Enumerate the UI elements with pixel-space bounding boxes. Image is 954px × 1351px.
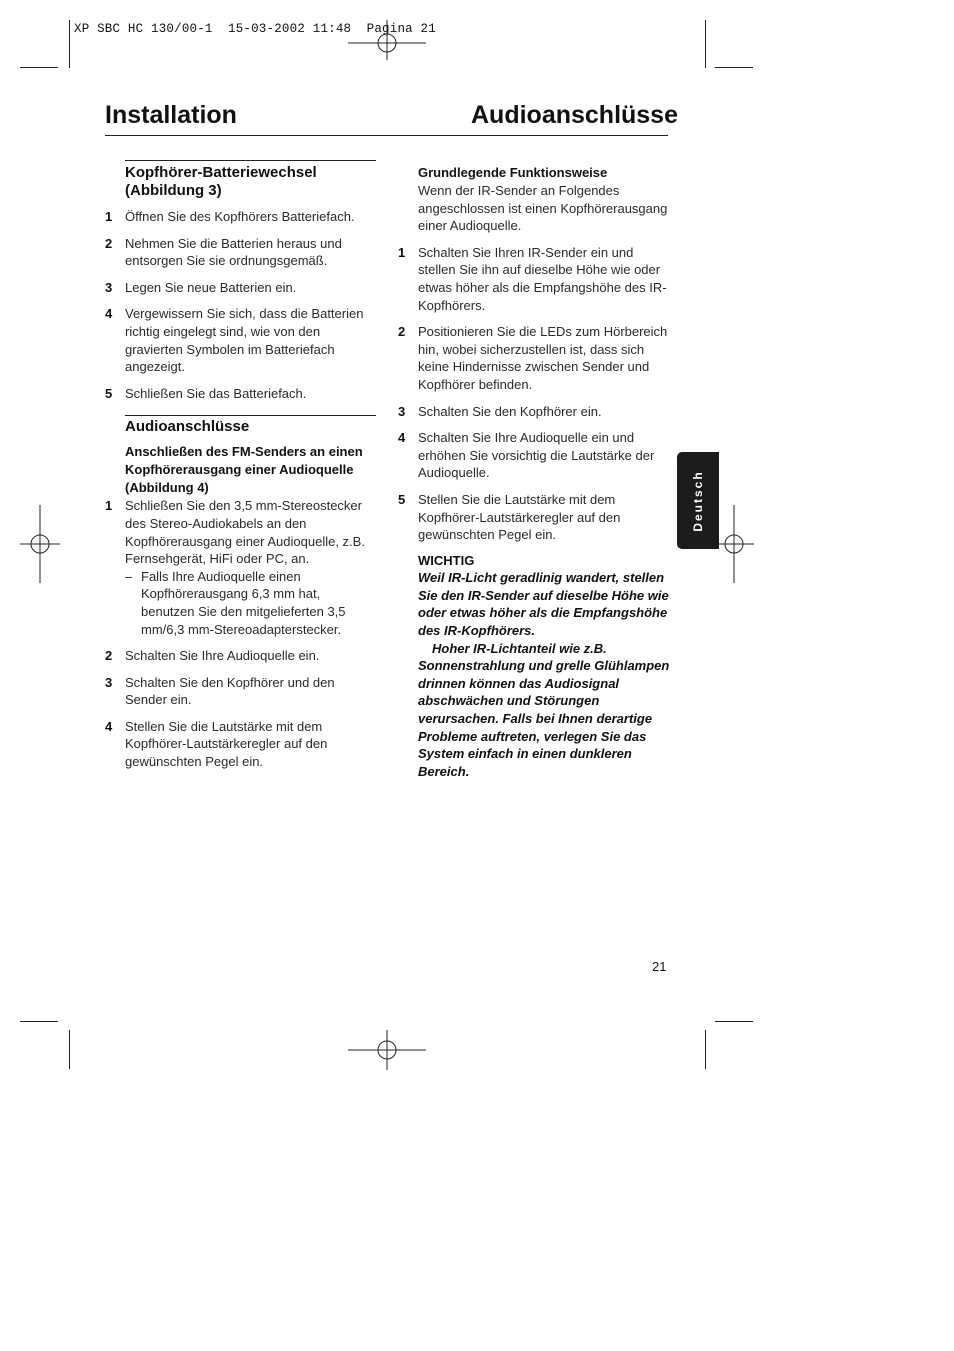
print-slug: XP SBC HC 130/00-1 15-03-2002 11:48 Pagina 21: [74, 22, 436, 36]
list-item: [105, 674, 377, 709]
basic-steps: [398, 244, 670, 544]
step-number: 3: [398, 403, 406, 419]
crop-mark: [715, 1021, 753, 1022]
step-text: Öffnen Sie des Kopfhörers Batteriefach.: [125, 209, 355, 224]
left-column: [105, 160, 377, 771]
registration-mark-right: [714, 505, 754, 583]
section-title-battery: [125, 164, 377, 200]
step-text: Schalten Sie Ihren IR-Sender ein und stellen Sie ihn auf dieselbe Höhe wie oder etwas höher als die Empfangshöhe des IR-Kopfhörers.: [418, 244, 667, 313]
registration-mark-bottom: [348, 1030, 426, 1070]
list-item: [398, 429, 670, 482]
section-subtitle-basic: Grundlegende Funktionsweise: [418, 165, 608, 180]
step-text: Stellen Sie die Lautstärke mit dem Kopfhörer-Lautstärkeregler auf den gewünschten Pegel ein.: [418, 491, 621, 543]
list-item: [105, 208, 377, 226]
step-text: Schalten Sie den Kopfhörer und den Sender ein.: [125, 674, 335, 708]
list-item: [398, 244, 670, 314]
battery-steps: [105, 208, 377, 402]
list-item: [105, 718, 377, 771]
crop-mark: [69, 1030, 70, 1069]
crop-mark: [20, 1021, 58, 1022]
header-installation: Installation: [105, 101, 237, 129]
step-text: Schalten Sie den Kopfhörer ein.: [418, 403, 602, 419]
list-item: [105, 235, 377, 270]
step-number: 2: [105, 235, 113, 251]
step-text: Schließen Sie den 3,5 mm-Stereostecker des Stereo-Audiokabels an den Kopfhörerausgang einer Audioquelle, z.B. Fernsehgerät, HiFi oder PC, an.: [125, 498, 365, 567]
crop-mark: [69, 20, 70, 68]
section-rule: [125, 415, 376, 416]
step-number: 3: [105, 279, 113, 295]
step-number: 4: [105, 718, 113, 734]
dash-marker: –: [125, 568, 133, 584]
list-item: [398, 403, 670, 421]
section-subtitle-fm: Anschließen des FM-Senders an einen Kopfhörerausgang einer Audioquelle (Abbildung 4): [125, 444, 363, 496]
step-number: 5: [105, 385, 113, 401]
language-tab: [677, 452, 719, 549]
step-number: 2: [105, 648, 113, 664]
important-text: [418, 569, 670, 780]
important-title: WICHTIG: [418, 552, 475, 568]
step-number: 2: [398, 324, 406, 340]
right-column: [398, 164, 670, 780]
list-item: [105, 385, 377, 403]
header-rule: [105, 135, 668, 136]
important-text-2: Hoher IR-Lichtanteil wie z.B. Sonnenstrahlung und grelle Glühlampen drinnen können das Audiosignal abschwächen und Störungen verursachen. Falls bei Ihnen derartige Probleme auftreten, verlegen Sie das System einfach in einen dunkleren Bereich.: [418, 640, 670, 779]
step-text: Schalten Sie Ihre Audioquelle ein und erhöhen Sie vorsichtig die Lautstärke der Audioquelle.: [418, 430, 655, 481]
step-text: Stellen Sie die Lautstärke mit dem Kopfhörer-Lautstärkeregler auf den gewünschten Pegel ein.: [125, 718, 328, 770]
step-number: 1: [105, 498, 113, 514]
section-title-audio: Audioanschlüsse: [125, 418, 250, 436]
list-item: [398, 491, 670, 544]
step-number: 3: [105, 674, 113, 690]
step-text: Schließen Sie das Batteriefach.: [125, 385, 307, 401]
list-item: [105, 279, 377, 297]
crop-mark: [20, 67, 58, 68]
registration-mark-left: [20, 505, 60, 583]
section-rule: [125, 160, 376, 161]
crop-mark: [705, 20, 706, 68]
step-text: Legen Sie neue Batterien ein.: [125, 279, 297, 295]
step-text: Nehmen Sie die Batterien heraus und entsorgen Sie sie ordnungsgemäß.: [125, 235, 342, 269]
step-number: 5: [398, 491, 406, 507]
registration-mark-top: [348, 20, 426, 60]
sub-note-text: Falls Ihre Audioquelle einen Kopfhörerausgang 6,3 mm hat, benutzen Sie den mitgelieferten 3,5 mm/6,3 mm-Stereoadapterstecker.: [141, 568, 346, 637]
list-item: [105, 305, 377, 375]
section-title-line: (Abbildung 3): [125, 182, 222, 199]
step-text: Vergewissern Sie sich, dass die Batterien richtig eingelegt sind, wie von den gravierten Symbolen im Batteriefach angezeigt.: [125, 306, 364, 375]
list-item: [398, 323, 670, 393]
step-text: Positionieren Sie die LEDs zum Hörbereich hin, wobei sicherzustellen ist, dass sich keine Hindernisse zwischen Sender und Kopfhörer befinden.: [418, 324, 668, 392]
language-tab-label: Deutsch: [691, 469, 705, 532]
intro-text: Wenn der IR-Sender an Folgendes angeschlossen ist einen Kopfhörerausgang einer Audioquelle.: [418, 183, 668, 234]
step-number: 1: [398, 244, 406, 260]
crop-mark: [705, 1030, 706, 1069]
crop-mark: [715, 67, 753, 68]
audio-steps: [105, 497, 377, 770]
page-number: 21: [652, 959, 667, 974]
list-item: [105, 647, 377, 665]
important-text-1: Weil IR-Licht geradlinig wandert, stellen Sie den IR-Sender auf dieselbe Höhe wie oder etwas höher als die Empfangshöhe des IR-Kopfhörers.: [418, 570, 669, 639]
step-number: 4: [398, 430, 406, 446]
step-text: Schalten Sie Ihre Audioquelle ein.: [125, 648, 320, 664]
step-number: 1: [105, 209, 113, 224]
header-audioanschluesse: Audioanschlüsse: [471, 101, 678, 129]
step-number: 4: [105, 306, 113, 322]
list-item: [105, 497, 377, 638]
sub-note: [125, 568, 377, 638]
section-title-line: Kopfhörer-Batteriewechsel: [125, 164, 317, 181]
